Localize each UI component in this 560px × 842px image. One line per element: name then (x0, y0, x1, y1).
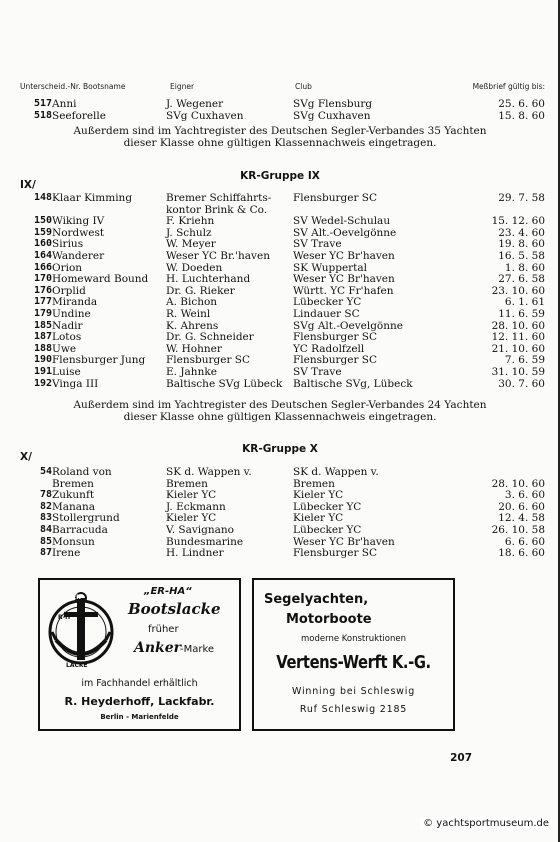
club-name: SV Trave (293, 366, 342, 378)
table-row (0, 524, 560, 536)
owner-name: SK d. Wappen v. (166, 466, 252, 478)
group-top-note-line2: dieser Klasse ohne gültigen Klassennachweis eingetragen. (123, 137, 437, 149)
ad-line1: Segelyachten, (264, 592, 369, 607)
table-row (0, 273, 560, 285)
boat-number: 164 (33, 250, 52, 261)
club-name: Kieler YC (293, 489, 344, 502)
table-row (0, 366, 560, 378)
table-row (0, 547, 560, 559)
ad-vertens-werft (252, 578, 455, 731)
certificate-date: 26. 10. 58 (491, 524, 545, 536)
boat-name: Stollergrund (52, 512, 120, 525)
club-name: SV Trave (293, 238, 342, 251)
group-ix-note-line2: dieser Klasse ohne gültigen Klassennachweis eingetragen. (123, 411, 437, 423)
club-name: SVg Alt.-Oevelgönne (293, 319, 403, 332)
certificate-date: 19. 8. 60 (498, 238, 545, 251)
boat-number: 176 (33, 284, 52, 296)
certificate-date: 12. 4. 58 (498, 512, 545, 525)
owner-name: J. Wegener (166, 98, 224, 110)
page-number: 207 (450, 752, 472, 764)
header-nr-name: Unterscheid.-Nr. Bootsname (20, 82, 126, 91)
boat-number: 159 (33, 226, 52, 238)
boat-name: Orplid (52, 284, 86, 297)
club-name: Weser YC Br'haven (293, 250, 395, 262)
header-club: Club (295, 82, 312, 91)
boat-number: 78 (39, 489, 52, 501)
table-row (0, 536, 560, 548)
table-row (0, 466, 560, 478)
table-row (0, 285, 560, 297)
club-name: Lübecker YC (293, 500, 362, 513)
header-owner: Eigner (170, 82, 195, 91)
boat-name: Manana (52, 500, 96, 513)
table-row (0, 343, 560, 355)
table-row (0, 110, 560, 122)
table-row (0, 296, 560, 308)
table-row (0, 238, 560, 250)
boat-number: 148 (33, 192, 52, 203)
boat-name: Sirius (52, 238, 84, 251)
boat-number: 160 (33, 238, 52, 250)
boat-name: Anni (52, 98, 77, 110)
owner-name: H. Luchterhand (166, 273, 251, 286)
club-name: Flensburger SC (293, 547, 378, 560)
boat-number: 170 (33, 273, 52, 285)
group-ix-mark: IX/ (20, 179, 36, 191)
logo-rh: R-H (58, 614, 71, 621)
club-name: Flensburger SC (293, 354, 378, 367)
owner-name: Bremer Schiffahrts- (166, 192, 272, 204)
owner-name: Bremen (166, 477, 208, 490)
certificate-date: 3. 6. 60 (504, 489, 545, 502)
certificate-date: 6. 6. 60 (504, 535, 545, 548)
boat-number: 185 (33, 319, 52, 331)
owner-name: F. Kriehn (166, 215, 215, 228)
group-top-note-line1: Außerdem sind im Yachtregister des Deutschen Segler-Verbandes 35 Yachten (73, 125, 487, 137)
boat-name: Roland von (52, 466, 112, 478)
table-row (0, 192, 560, 204)
certificate-date: 12. 11. 60 (491, 331, 545, 344)
group-x-title: KR-Gruppe X (242, 443, 318, 455)
boat-name: Nordwest (52, 226, 105, 239)
table-row (0, 308, 560, 320)
table-row (0, 501, 560, 513)
boat-number: 191 (33, 366, 52, 377)
ad-company: R. Heyderhoff, Lackfabr. (64, 695, 215, 708)
watermark: © yachtsportmuseum.de (420, 817, 552, 830)
table-row (0, 354, 560, 366)
group-ix-note-line1: Außerdem sind im Yachtregister des Deutschen Segler-Verbandes 24 Yachten (73, 399, 487, 411)
certificate-date: 11. 6. 59 (498, 308, 545, 320)
owner-name: W. Doeden (166, 261, 223, 274)
ad-line6: Ruf Schleswig 2185 (299, 704, 408, 715)
boat-number: 179 (33, 308, 52, 319)
boat-name: Wiking IV (52, 215, 105, 228)
boat-name: Barracuda (52, 524, 108, 536)
ad-city: Berlin - Marienfelde (100, 713, 179, 721)
boat-name: Monsun (52, 535, 95, 548)
ad-line5: Winning bei Schleswig (291, 686, 416, 697)
certificate-date: 25. 6. 60 (498, 98, 545, 110)
boat-name: Irene (52, 547, 81, 560)
owner-name: Baltische SVg Lübeck (166, 377, 283, 390)
ad-line3: moderne Konstruktionen (301, 634, 406, 644)
club-name: Baltische SVg, Lübeck (293, 377, 413, 390)
group-x-mark: X/ (20, 451, 32, 463)
boat-name: Flensburger Jung (52, 354, 146, 367)
certificate-date: 1. 8. 60 (504, 261, 545, 274)
boat-name: Homeward Bound (52, 273, 149, 286)
ad-line4: Vertens-Werft K.-G. (276, 652, 431, 673)
table-row (0, 250, 560, 262)
owner-name: J. Eckmann (166, 500, 226, 513)
ad-marke: -Marke (180, 644, 215, 655)
certificate-date: 16. 5. 58 (498, 250, 545, 262)
boat-name: Orion (52, 261, 83, 274)
club-name: SK d. Wappen v. (293, 466, 379, 478)
boat-name: Seeforelle (52, 109, 106, 122)
group-ix-title: KR-Gruppe IX (240, 170, 320, 182)
boat-name: Luise (52, 366, 81, 378)
table-row (0, 215, 560, 227)
table-row (0, 478, 560, 490)
boat-number: 187 (33, 331, 52, 343)
club-name: SV Wedel-Schulau (293, 215, 391, 228)
boat-number: 85 (39, 535, 52, 547)
ad-brand: „ER-HA“ (144, 586, 192, 597)
owner-name: Kieler YC (166, 489, 217, 502)
header-date: Meßbrief gültig bis: (472, 82, 545, 91)
owner-name: Weser YC Br.'haven (166, 250, 270, 262)
boat-name: Uwe (52, 342, 77, 355)
certificate-date: 7. 6. 59 (504, 354, 545, 367)
table-row (0, 98, 560, 110)
boat-number: 166 (33, 261, 52, 273)
owner-name: W. Meyer (166, 238, 216, 251)
owner-name: H. Lindner (166, 547, 224, 560)
club-name: Weser YC Br'haven (293, 273, 395, 286)
certificate-date: 29. 7. 58 (498, 192, 545, 204)
boat-number: 188 (33, 342, 52, 354)
logo-lacke: LACKE (66, 662, 88, 669)
owner-name: A. Bichon (166, 296, 218, 309)
boat-name: Miranda (52, 296, 98, 309)
boat-number: 177 (33, 296, 52, 308)
certificate-date: 15. 8. 60 (498, 109, 545, 122)
owner-name: V. Savignano (166, 524, 234, 536)
certificate-date: 18. 6. 60 (498, 547, 545, 560)
owner-name: W. Hohner (166, 342, 222, 355)
boat-number: 83 (39, 512, 52, 524)
owner-name: kontor Brink & Co. (166, 203, 268, 216)
club-name: SVg Flensburg (293, 98, 373, 110)
ad-former: früher (148, 624, 179, 635)
certificate-date: 28. 10. 60 (491, 477, 545, 490)
ad-anker: Anker (134, 640, 182, 656)
boat-name: Undine (52, 308, 91, 320)
owner-name: R. Weinl (166, 308, 211, 320)
table-row (0, 227, 560, 239)
table-row (0, 512, 560, 524)
logo-er: ER (72, 594, 81, 601)
club-name: Lübecker YC (293, 524, 362, 536)
table-row (0, 262, 560, 274)
club-name: Flensburger SC (293, 331, 378, 344)
club-name: Lübecker YC (293, 296, 362, 309)
owner-name: E. Jahnke (166, 366, 217, 378)
ad-line2: Motorboote (286, 612, 372, 627)
club-name: Kieler YC (293, 512, 344, 525)
table-row (0, 320, 560, 332)
boat-name: Lotos (52, 331, 82, 344)
ad-product: Bootslacke (128, 600, 221, 618)
boat-number: 518 (33, 109, 52, 121)
owner-name: SVg Cuxhaven (166, 109, 244, 122)
club-name: Flensburger SC (293, 192, 378, 204)
owner-name: J. Schulz (166, 226, 212, 239)
boat-name: Klaar Kimming (52, 192, 133, 204)
owner-name: Bundesmarine (166, 535, 244, 548)
boat-number: 192 (33, 377, 52, 389)
certificate-date: 23. 10. 60 (491, 284, 545, 297)
certificate-date: 31. 10. 59 (491, 366, 545, 378)
boat-number: 87 (39, 547, 52, 559)
owner-name: Dr. G. Schneider (166, 331, 254, 344)
table-row (0, 331, 560, 343)
boat-number: 54 (39, 466, 52, 477)
boat-name: Bremen (52, 477, 94, 490)
table-row (0, 204, 560, 216)
ad-trade-line: im Fachhandel erhältlich (81, 678, 198, 689)
certificate-date: 28. 10. 60 (491, 319, 545, 332)
owner-name: Flensburger SC (166, 354, 251, 367)
boat-number: 82 (39, 500, 52, 512)
boat-number: 150 (33, 215, 52, 227)
certificate-date: 23. 4. 60 (498, 226, 545, 239)
certificate-date: 21. 10. 60 (491, 342, 545, 355)
certificate-date: 30. 7. 60 (498, 377, 545, 390)
club-name: Bremen (293, 477, 335, 490)
table-row (0, 378, 560, 390)
club-name: SV Alt.-Oevelgönne (293, 226, 397, 239)
boat-name: Wanderer (52, 250, 105, 262)
boat-number: 190 (33, 354, 52, 366)
boat-number: 517 (33, 98, 52, 109)
club-name: SK Wuppertal (293, 261, 368, 274)
certificate-date: 20. 6. 60 (498, 500, 545, 513)
certificate-date: 27. 6. 58 (498, 273, 545, 286)
boat-name: Nadir (52, 319, 83, 332)
owner-name: K. Ahrens (166, 319, 219, 332)
club-name: Lindauer SC (293, 308, 360, 320)
boat-name: Vinga III (52, 377, 99, 390)
owner-name: Dr. G. Rieker (166, 284, 235, 297)
certificate-date: 6. 1. 61 (504, 296, 545, 309)
owner-name: Kieler YC (166, 512, 217, 525)
club-name: Weser YC Br'haven (293, 535, 395, 548)
club-name: YC Radolfzell (293, 342, 365, 355)
certificate-date: 15. 12. 60 (491, 215, 545, 228)
table-row (0, 489, 560, 501)
boat-name: Zukunft (52, 489, 95, 502)
club-name: SVg Cuxhaven (293, 109, 371, 122)
club-name: Württ. YC Fr'hafen (293, 284, 394, 297)
ad-heyderhoff (38, 578, 241, 731)
boat-number: 84 (39, 524, 52, 535)
